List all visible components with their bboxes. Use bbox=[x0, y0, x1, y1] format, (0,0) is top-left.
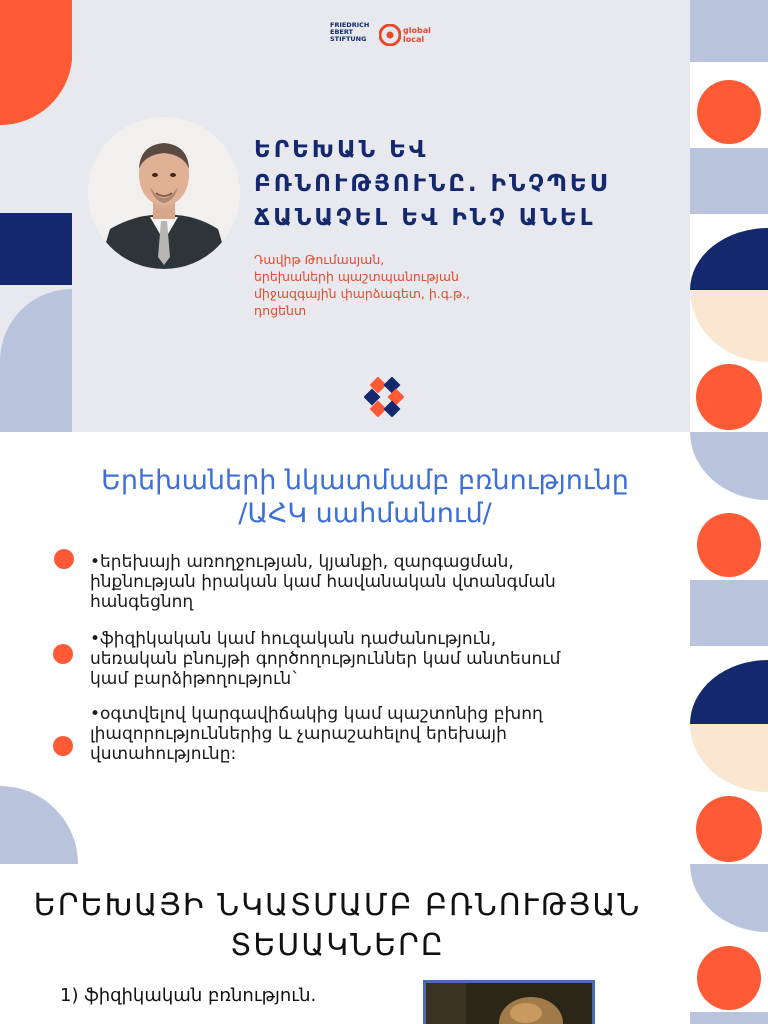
bullet-2-line3: կամ բարձիթողություն` bbox=[90, 669, 300, 689]
definition-slide bbox=[0, 432, 690, 864]
bullet-dot-1 bbox=[54, 549, 74, 569]
portrait-figure-icon bbox=[88, 117, 240, 269]
right-decoration-column bbox=[690, 0, 768, 1024]
definition-title-line1: Երեխաների նկատմամբ բռնությունը bbox=[101, 465, 629, 496]
author-role-line1: երեխաների պաշտպանության bbox=[254, 269, 459, 284]
fes-logo bbox=[330, 22, 370, 46]
child-photo bbox=[423, 980, 595, 1024]
bullet-item-3 bbox=[90, 704, 685, 764]
periwinkle-arc bbox=[0, 289, 72, 432]
left-decoration bbox=[0, 0, 80, 432]
types-slide bbox=[0, 864, 690, 1024]
definition-title-line2: /ԱՀԿ սահմանում/ bbox=[238, 498, 492, 529]
global-local-mark-icon bbox=[379, 24, 401, 46]
right-decoration-shapes bbox=[690, 0, 768, 1024]
author-role-line2: միջազգային փարձագետ, ի.գ.թ., bbox=[254, 286, 471, 301]
bullet-2-line2: սեռական բնույթի գործողություններ կամ անտեսում bbox=[90, 649, 561, 669]
types-item-1: 1) ֆիզիկական բռնություն. bbox=[60, 985, 317, 1006]
global-logo-line2: local bbox=[403, 35, 425, 44]
bullet-dot-3 bbox=[53, 736, 73, 756]
navy-square bbox=[0, 213, 72, 285]
bullet-1-line2: ինքնության իրական կամ հավանական վտանգման bbox=[90, 572, 556, 592]
fes-logo-line2: EBERT bbox=[330, 28, 353, 36]
types-title bbox=[0, 886, 675, 966]
child-photo-image-icon bbox=[426, 983, 595, 1024]
types-title-line2: ՏԵՍԱԿՆԵՐԸ bbox=[230, 928, 445, 963]
fes-logo-line3: STIFTUNG bbox=[330, 35, 367, 43]
fes-logo-line1: FRIEDRICH bbox=[330, 21, 370, 29]
bullet-3-line1: •օգտվելով կարգավիճակից կամ պաշտոնից բխող bbox=[90, 704, 543, 724]
slide-title bbox=[254, 133, 674, 235]
title-line-3: ՃԱՆԱՉԵԼ ԵՎ ԻՆՉ ԱՆԵԼ bbox=[254, 205, 596, 231]
orange-leaf-shape bbox=[0, 0, 72, 125]
definition-title bbox=[40, 464, 690, 530]
author-info bbox=[254, 251, 554, 319]
types-title-line1: ԵՐԵԽԱՅԻ ՆԿԱՏՄԱՄԲ ԲՌՆՈՒԹՅԱՆ bbox=[33, 888, 642, 923]
slide2-corner-arc bbox=[0, 786, 80, 864]
bullet-item-1 bbox=[90, 552, 685, 612]
title-line-2: ԲՌՆՈՒԹՅՈՒՆԸ. ԻՆՉՊԵՍ bbox=[254, 171, 610, 197]
bullet-dot-2 bbox=[53, 644, 73, 664]
author-role-line3: դոցենտ bbox=[254, 303, 307, 318]
title-slide bbox=[0, 0, 690, 432]
bullet-3-line2: լիազորություններից և չարաշահելով երեխայի bbox=[90, 724, 507, 744]
center-emblem-icon bbox=[364, 377, 404, 417]
portrait-photo bbox=[88, 117, 240, 269]
bullet-item-2 bbox=[90, 629, 685, 689]
bullet-2-line1: •ֆիզիկական կամ հուզական դաժանություն, bbox=[90, 629, 497, 649]
title-line-1: ԵՐԵԽԱՆ ԵՎ bbox=[254, 137, 429, 163]
bullet-1-line3: հանգեցնող bbox=[90, 592, 194, 612]
global-local-logo bbox=[379, 24, 441, 46]
bullet-1-line1: •երեխայի առողջության, կյանքի, զարգացման, bbox=[90, 552, 514, 572]
bullet-3-line3: վստահությունը: bbox=[90, 744, 237, 764]
global-logo-line1: global bbox=[403, 26, 431, 35]
author-name: Դավիթ Թումասյան, bbox=[254, 252, 385, 267]
